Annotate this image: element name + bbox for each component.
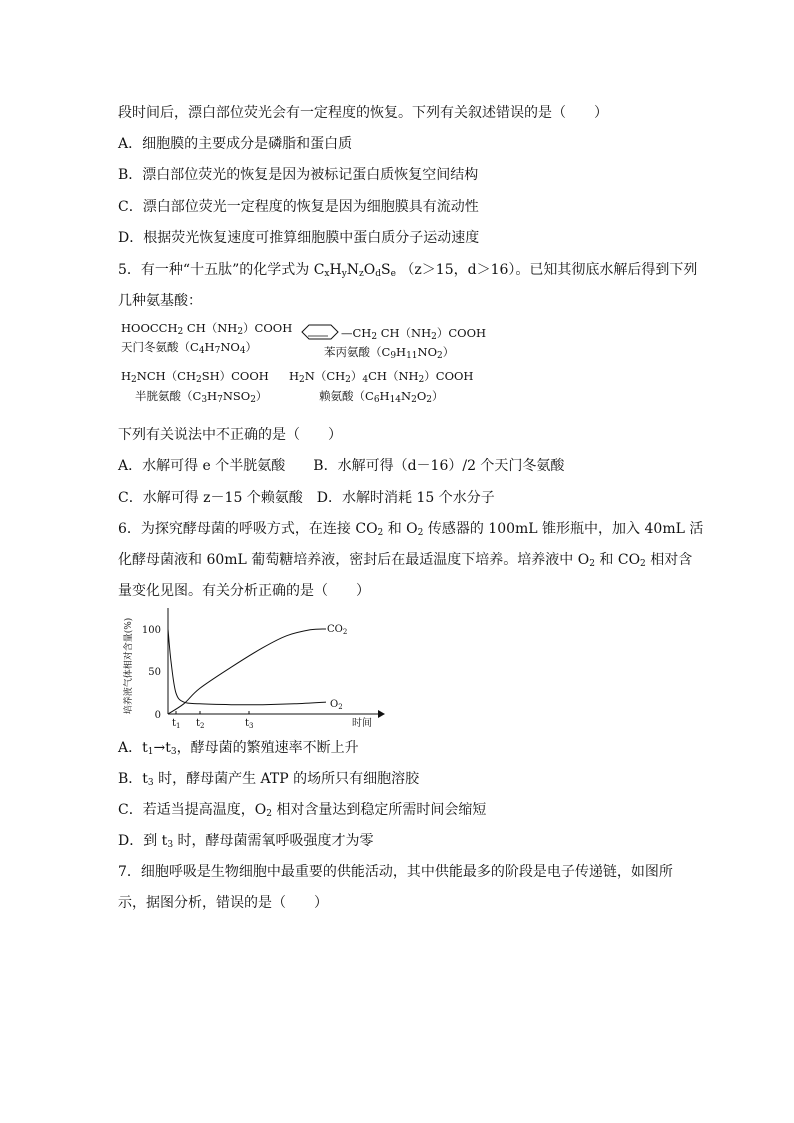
q6-stem-line1: 6．为探究酵母菌的呼吸方式，在连接 $CO_2$ 和 $O_2$ 传感器的 100mL 锥形瓶中，加入 40mL 活 (118, 521, 704, 538)
co2-curve (168, 629, 326, 714)
lysine-name: 赖氨酸$(C_6H_{14}N_2O_2)$ (319, 389, 444, 405)
q7-stem-line2: 示，据图分析，错误的是（ ） (118, 895, 328, 911)
x-axis-arrow-icon (378, 710, 385, 718)
svg-text:t2: $t_2$ (196, 718, 205, 730)
y-tick-100: 100 (141, 625, 161, 636)
y-axis-label: 培养液气体相对含量(%) (124, 617, 134, 715)
lysine-structure: $H_2N(CH_2)_4CH(NH_2)COOH$ (289, 369, 474, 385)
q4-stem-tail: 段时间后，漂白部位荧光会有一定程度的恢复。下列有关叙述错误的是（ ） (118, 105, 608, 121)
q5-stem-a: 5．有一种“十五肽”的化学式为 (118, 262, 310, 278)
q5-formula: $C_xH_yN_zO_dS_e$ (313, 262, 396, 279)
x-axis-label: 时间 (352, 718, 372, 729)
cysteine-name: 半胱氨酸$(C_3H_7NSO_2)$ (135, 389, 268, 405)
svg-text:t1: $t_1$ (172, 718, 181, 730)
aspartic-acid-name: 天门冬氨酸$(C_4H_7NO_4)$ (121, 340, 258, 356)
q5-question: 下列有关说法中不正确的是（ ） (118, 427, 342, 443)
gas-content-chart (116, 604, 386, 730)
q6-option-c: C．若适当提高温度，$O_2$ 相对含量达到稳定所需时间会缩短 (118, 802, 487, 819)
aspartic-acid-structure: $HOOCCH_2$ $CH(NH_2)COOH$ (121, 321, 293, 337)
q6-option-d: D．到 $t_3$ 时，酵母菌需氧呼吸强度才为零 (118, 833, 374, 850)
o2-curve (168, 629, 326, 705)
q4-option-c: C．漂白部位荧光一定程度的恢复是因为细胞膜具有流动性 (118, 199, 479, 215)
q5-stem-line2: 几种氨基酸： (118, 293, 202, 309)
q6-option-a: A．$t_1\to t_3$，酵母菌的繁殖速率不断上升 (118, 740, 359, 757)
q5-stem-b: （z＞15，d＞16）。已知其彻底水解后得到下列 (400, 262, 698, 278)
q7-stem-line1: 7．细胞呼吸是生物细胞中最重要的供能活动，其中供能最多的阶段是电子传递链，如图所 (118, 864, 673, 880)
q6-stem-line2: 化酵母菌液和 60mL 葡萄糖培养液，密封后在最适温度下培养。培养液中 $O_2$ 和 $CO_2$ 相对含 (118, 552, 693, 569)
cysteine-structure: $H_2NCH(CH_2SH)COOH$ (121, 369, 269, 385)
co2-label: $CO_2$ (327, 624, 348, 636)
q6-stem-line3: 量变化见图。有关分析正确的是（ ） (118, 583, 370, 599)
y-tick-50: 50 (148, 667, 161, 678)
phenylalanine-name: 苯丙氨酸$(C_9H_{11}NO_2)$ (324, 345, 455, 361)
q4-option-d: D．根据荧光恢复速度可推算细胞膜中蛋白质分子运动速度 (118, 230, 480, 246)
q5-options-row2: C．水解可得 z－15 个赖氨酸 D．水解时消耗 15 个水分子 (118, 490, 495, 506)
svg-text:t3: $t_3$ (245, 718, 254, 730)
q5-options-row1: A．水解可得 e 个半胱氨酸 B．水解可得（d－16）/2 个天门冬氨酸 (118, 458, 565, 474)
q5-stem-line1 (118, 260, 697, 280)
q6-option-b: B．$t_3$ 时，酵母菌产生 ATP 的场所只有细胞溶胶 (118, 771, 420, 788)
q4-option-a: A．细胞膜的主要成分是磷脂和蛋白质 (118, 136, 353, 152)
phenylalanine-structure: $—CH_2$ $CH(NH_2)COOH$ (341, 326, 487, 342)
o2-label: $O_2$ (330, 699, 343, 711)
y-tick-0: 0 (154, 710, 161, 721)
benzene-ring-icon (298, 323, 342, 341)
q4-option-b: B．漂白部位荧光的恢复是因为被标记蛋白质恢复空间结构 (118, 167, 479, 183)
